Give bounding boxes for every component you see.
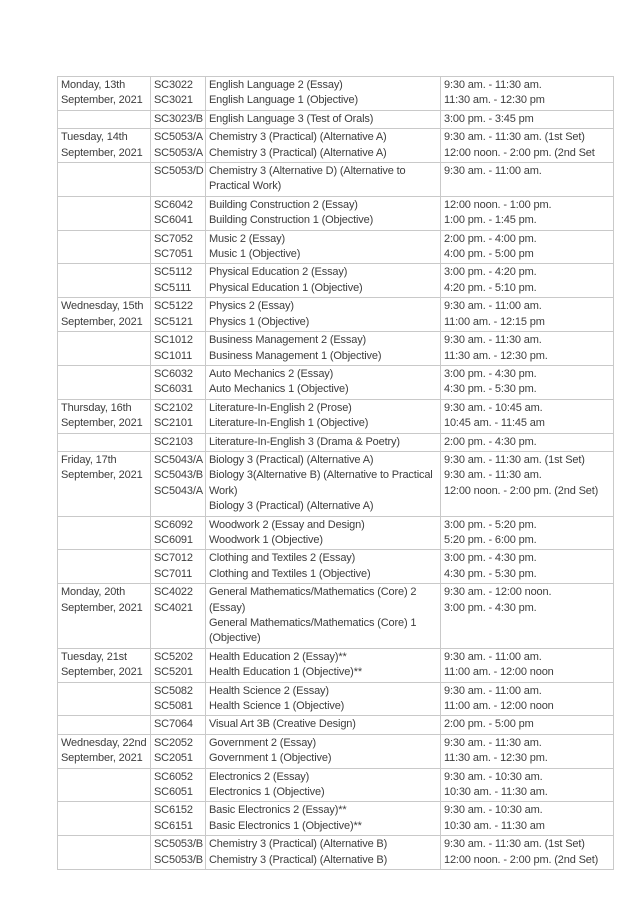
code-cell [151, 648, 206, 682]
subject-line: Business Management 2 (Essay) [209, 334, 367, 347]
code-line: SC2103 [154, 435, 193, 448]
subject-line: Government 2 (Essay) [209, 736, 317, 749]
subject-line: Chemistry 3 (Alternative D) (Alternative to [209, 165, 406, 178]
code-cell [151, 768, 206, 802]
time-line: 10:30 am. - 11:30 am [444, 819, 545, 832]
subject-line: Health Education 2 (Essay)** [209, 650, 347, 663]
time-line: 12:00 noon. - 2:00 pm. (2nd Set) [444, 853, 599, 866]
time-line: 2:00 pm. - 4:00 pm. [444, 232, 537, 245]
subject-line: Building Construction 2 (Essay) [209, 198, 358, 211]
time-cell [441, 129, 614, 163]
date-cell [58, 264, 151, 298]
time-cell [441, 230, 614, 264]
code-line: SC6041 [154, 214, 193, 227]
table-row [58, 584, 614, 649]
time-line: 4:20 pm. - 5:10 pm. [444, 281, 537, 294]
time-line: 9:30 am. - 10:45 am. [444, 401, 543, 414]
time-line: 3:00 pm. - 4:30 pm. [444, 367, 537, 380]
time-line: 3:00 pm. - 4:30 pm. [444, 601, 537, 614]
code-cell [151, 298, 206, 332]
time-line: 9:30 am. - 11:30 am. (1st Set) [444, 838, 585, 851]
subject-line: Physics 1 (Objective) [209, 315, 310, 328]
subject-cell [206, 433, 441, 451]
subject-line: Chemistry 3 (Practical) (Alternative B) [209, 838, 388, 851]
table-row [58, 734, 614, 768]
code-cell [151, 332, 206, 366]
subject-cell [206, 716, 441, 734]
table-row [58, 836, 614, 870]
date-line: September, 2021 [61, 752, 143, 765]
date-line: Tuesday, 14th [61, 131, 128, 144]
subject-cell [206, 77, 441, 111]
table-row [58, 768, 614, 802]
table-row [58, 365, 614, 399]
time-line: 11:30 am. - 12:30 pm. [444, 349, 548, 362]
time-line: 11:30 am. - 12:30 pm. [444, 752, 548, 765]
subject-line: English Language 3 (Test of Orals) [209, 112, 374, 125]
subject-cell [206, 516, 441, 550]
subject-line: English Language 2 (Essay) [209, 79, 343, 91]
code-line: SC2102 [154, 401, 193, 414]
subject-line: (Objective) [209, 632, 261, 645]
time-cell [441, 768, 614, 802]
table-row [58, 682, 614, 716]
table-row [58, 230, 614, 264]
table-row [58, 516, 614, 550]
time-line: 9:30 am. - 11:30 am. (1st Set) [444, 453, 585, 466]
code-line: SC6051 [154, 786, 193, 799]
subject-cell [206, 129, 441, 163]
date-cell [58, 802, 151, 836]
subject-cell [206, 648, 441, 682]
subject-line: Clothing and Textiles 1 (Objective) [209, 567, 371, 580]
subject-line: Biology 3(Alternative B) (Alternative to Practical [209, 469, 433, 482]
subject-cell [206, 768, 441, 802]
code-line: SC7051 [154, 248, 193, 261]
subject-line: Health Science 2 (Essay) [209, 684, 329, 697]
table-row [58, 550, 614, 584]
code-cell [151, 716, 206, 734]
code-line: SC2101 [154, 417, 193, 430]
time-cell [441, 682, 614, 716]
subject-cell [206, 802, 441, 836]
time-line: 5:20 pm. - 6:00 pm. [444, 533, 537, 546]
subject-line: Health Science 1 (Objective) [209, 700, 345, 713]
time-cell [441, 648, 614, 682]
subject-line: Physical Education 1 (Objective) [209, 281, 363, 294]
time-cell [441, 399, 614, 433]
subject-cell [206, 230, 441, 264]
date-cell [58, 648, 151, 682]
table-row [58, 298, 614, 332]
code-line: SC5043/B [154, 469, 203, 482]
subject-line: Music 2 (Essay) [209, 232, 285, 245]
time-line: 11:00 am. - 12:00 noon [444, 666, 554, 679]
table-row [58, 163, 614, 197]
date-line: Monday, 13th [61, 79, 126, 91]
date-cell [58, 516, 151, 550]
code-cell [151, 129, 206, 163]
date-line: September, 2021 [61, 666, 143, 679]
time-line: 2:00 pm. - 5:00 pm [444, 718, 534, 731]
subject-line: Biology 3 (Practical) (Alternative A) [209, 500, 374, 513]
date-line: September, 2021 [61, 417, 143, 430]
subject-line: (Essay) [209, 601, 246, 614]
subject-cell [206, 550, 441, 584]
subject-cell [206, 298, 441, 332]
date-cell [58, 433, 151, 451]
subject-line: Basic Electronics 2 (Essay)** [209, 804, 347, 817]
code-line: SC6052 [154, 770, 193, 783]
time-cell [441, 550, 614, 584]
subject-line: English Language 1 (Objective) [209, 94, 358, 107]
time-cell [441, 433, 614, 451]
table-row [58, 433, 614, 451]
time-cell [441, 802, 614, 836]
time-line: 4:00 pm. - 5:00 pm [444, 248, 534, 261]
code-line: SC7052 [154, 232, 193, 245]
date-cell [58, 110, 151, 128]
code-line: SC6091 [154, 533, 193, 546]
time-cell [441, 77, 614, 111]
time-line: 9:30 am. - 11:00 am. [444, 300, 542, 313]
date-cell [58, 451, 151, 516]
subject-line: Chemistry 3 (Practical) (Alternative B) [209, 853, 388, 866]
table-row [58, 451, 614, 516]
subject-line: Literature-In-English 1 (Objective) [209, 417, 369, 430]
time-line: 11:00 am. - 12:15 pm [444, 315, 545, 328]
code-cell [151, 110, 206, 128]
subject-cell [206, 264, 441, 298]
date-line: September, 2021 [61, 601, 143, 614]
code-line: SC5053/B [154, 853, 203, 866]
time-cell [441, 110, 614, 128]
code-cell [151, 230, 206, 264]
time-line: 9:30 am. - 11:00 am. [444, 684, 542, 697]
date-cell [58, 768, 151, 802]
code-line: SC5043/A [154, 484, 203, 497]
subject-line: Physics 2 (Essay) [209, 300, 294, 313]
time-line: 3:00 pm. - 3:45 pm [444, 112, 534, 125]
time-line: 9:30 am. - 11:30 am. (1st Set) [444, 131, 585, 144]
table-row [58, 110, 614, 128]
code-line: SC5053/D [154, 165, 204, 178]
time-cell [441, 196, 614, 230]
subject-line: Government 1 (Objective) [209, 752, 332, 765]
code-line: SC5201 [154, 666, 193, 679]
time-cell [441, 264, 614, 298]
time-line: 1:00 pm. - 1:45 pm. [444, 214, 537, 227]
table-row [58, 129, 614, 163]
code-cell [151, 451, 206, 516]
subject-line: Electronics 2 (Essay) [209, 770, 310, 783]
subject-line: Basic Electronics 1 (Objective)** [209, 819, 362, 832]
date-line: September, 2021 [61, 146, 143, 159]
table-row [58, 332, 614, 366]
time-cell [441, 163, 614, 197]
code-line: SC6042 [154, 198, 193, 211]
code-line: SC5053/B [154, 838, 203, 851]
time-cell [441, 734, 614, 768]
code-line: SC5082 [154, 684, 193, 697]
subject-cell [206, 451, 441, 516]
subject-cell [206, 836, 441, 870]
date-cell [58, 129, 151, 163]
table-row [58, 399, 614, 433]
code-line: SC5122 [154, 300, 193, 313]
date-line: September, 2021 [61, 315, 143, 328]
code-line: SC2051 [154, 752, 193, 765]
date-line: September, 2021 [61, 94, 143, 107]
subject-cell [206, 365, 441, 399]
code-line: SC5111 [154, 281, 192, 294]
date-cell [58, 298, 151, 332]
code-line: SC6152 [154, 804, 193, 817]
subject-line: Clothing and Textiles 2 (Essay) [209, 552, 356, 565]
code-cell [151, 196, 206, 230]
table-row [58, 196, 614, 230]
subject-cell [206, 734, 441, 768]
date-cell [58, 682, 151, 716]
code-line: SC5053/A [154, 146, 203, 159]
code-line: SC7064 [154, 718, 193, 731]
table-row [58, 802, 614, 836]
code-cell [151, 399, 206, 433]
table-row [58, 716, 614, 734]
code-line: SC3022 [154, 79, 193, 91]
code-line: SC5121 [154, 315, 193, 328]
date-cell [58, 399, 151, 433]
subject-cell [206, 163, 441, 197]
subject-line: Literature-In-English 2 (Prose) [209, 401, 352, 414]
subject-line: Business Management 1 (Objective) [209, 349, 382, 362]
time-line: 10:30 am. - 11:30 am. [444, 786, 548, 799]
date-cell [58, 550, 151, 584]
date-cell [58, 365, 151, 399]
date-cell [58, 332, 151, 366]
time-line: 3:00 pm. - 5:20 pm. [444, 518, 537, 531]
subject-line: Biology 3 (Practical) (Alternative A) [209, 453, 374, 466]
code-cell [151, 77, 206, 111]
time-line: 4:30 pm. - 5:30 pm. [444, 383, 537, 396]
code-line: SC5053/A [154, 131, 203, 144]
time-cell [441, 584, 614, 649]
subject-line: Electronics 1 (Objective) [209, 786, 325, 799]
subject-line: Work) [209, 484, 238, 497]
date-line: Thursday, 16th [61, 401, 132, 414]
time-line: 9:30 am. - 11:00 am. [444, 650, 542, 663]
time-line: 2:00 pm. - 4:30 pm. [444, 435, 537, 448]
time-line: 9:30 am. - 11:30 am. [444, 79, 542, 91]
subject-line: Physical Education 2 (Essay) [209, 266, 348, 279]
time-line: 11:00 am. - 12:00 noon [444, 700, 554, 713]
code-cell [151, 734, 206, 768]
code-cell [151, 264, 206, 298]
time-line: 9:30 am. - 10:30 am. [444, 804, 543, 817]
date-cell [58, 230, 151, 264]
code-cell [151, 802, 206, 836]
subject-line: Health Education 1 (Objective)** [209, 666, 362, 679]
time-line: 9:30 am. - 11:30 am. [444, 469, 542, 482]
date-line: Monday, 20th [61, 586, 126, 599]
date-cell [58, 584, 151, 649]
time-line: 12:00 noon. - 2:00 pm. (2nd Set [444, 146, 595, 159]
code-cell [151, 516, 206, 550]
date-line: Tuesday, 21st [61, 650, 127, 663]
subject-line: Woodwork 2 (Essay and Design) [209, 518, 365, 531]
code-line: SC3021 [154, 94, 193, 107]
time-cell [441, 516, 614, 550]
time-line: 4:30 pm. - 5:30 pm. [444, 567, 537, 580]
code-line: SC4021 [154, 601, 193, 614]
code-cell [151, 433, 206, 451]
time-line: 10:45 am. - 11:45 am [444, 417, 545, 430]
exam-timetable [57, 76, 614, 870]
date-cell [58, 716, 151, 734]
time-cell [441, 298, 614, 332]
time-cell [441, 332, 614, 366]
time-line: 11:30 am. - 12:30 pm [444, 94, 545, 107]
subject-line: General Mathematics/Mathematics (Core) 1 [209, 617, 417, 629]
code-line: SC7012 [154, 552, 193, 565]
code-line: SC6031 [154, 383, 193, 396]
table-row [58, 648, 614, 682]
subject-line: Practical Work) [209, 180, 282, 193]
code-line: SC2052 [154, 736, 193, 749]
table-row [58, 77, 614, 111]
subject-cell [206, 332, 441, 366]
code-line: SC4022 [154, 586, 193, 599]
time-line: 12:00 noon. - 2:00 pm. (2nd Set) [444, 484, 599, 497]
code-line: SC1011 [154, 349, 193, 362]
code-line: SC6032 [154, 367, 193, 380]
code-line: SC6092 [154, 518, 193, 531]
subject-cell [206, 110, 441, 128]
code-line: SC1012 [154, 334, 193, 347]
date-line: Wednesday, 15th [61, 300, 144, 313]
date-cell [58, 196, 151, 230]
code-line: SC5202 [154, 650, 193, 663]
code-cell [151, 836, 206, 870]
code-line: SC6151 [154, 819, 193, 832]
subject-line: General Mathematics/Mathematics (Core) 2 [209, 586, 417, 599]
date-cell [58, 734, 151, 768]
code-line: SC5081 [154, 700, 193, 713]
date-cell [58, 836, 151, 870]
code-line: SC5043/A [154, 453, 203, 466]
code-cell [151, 682, 206, 716]
time-line: 9:30 am. - 11:30 am. [444, 736, 542, 749]
subject-line: Chemistry 3 (Practical) (Alternative A) [209, 131, 387, 144]
code-line: SC5112 [154, 266, 193, 279]
code-cell [151, 550, 206, 584]
time-line: 9:30 am. - 11:30 am. [444, 334, 542, 347]
time-line: 9:30 am. - 10:30 am. [444, 770, 543, 783]
table-row [58, 264, 614, 298]
time-line: 3:00 pm. - 4:20 pm. [444, 266, 537, 279]
subject-line: Visual Art 3B (Creative Design) [209, 718, 356, 731]
subject-cell [206, 682, 441, 716]
subject-cell [206, 196, 441, 230]
subject-cell [206, 399, 441, 433]
time-line: 9:30 am. - 12:00 noon. [444, 586, 552, 599]
date-line: Wednesday, 22nd [61, 736, 147, 749]
subject-cell [206, 584, 441, 649]
time-cell [441, 451, 614, 516]
date-cell [58, 77, 151, 111]
subject-line: Auto Mechanics 1 (Objective) [209, 383, 349, 396]
exam-timetable-body [58, 77, 614, 870]
time-cell [441, 365, 614, 399]
date-line: September, 2021 [61, 469, 143, 482]
date-cell [58, 163, 151, 197]
code-cell [151, 163, 206, 197]
time-cell [441, 716, 614, 734]
subject-line: Woodwork 1 (Objective) [209, 533, 323, 546]
subject-line: Auto Mechanics 2 (Essay) [209, 367, 334, 380]
time-line: 3:00 pm. - 4:30 pm. [444, 552, 537, 565]
time-cell [441, 836, 614, 870]
code-line: SC7011 [154, 567, 193, 580]
subject-line: Building Construction 1 (Objective) [209, 214, 374, 227]
code-cell [151, 584, 206, 649]
code-line: SC3023/B [154, 112, 203, 125]
date-line: Friday, 17th [61, 453, 117, 466]
time-line: 12:00 noon. - 1:00 pm. [444, 198, 552, 211]
time-line: 9:30 am. - 11:00 am. [444, 165, 542, 178]
subject-line: Chemistry 3 (Practical) (Alternative A) [209, 146, 387, 159]
code-cell [151, 365, 206, 399]
subject-line: Music 1 (Objective) [209, 248, 301, 261]
subject-line: Literature-In-English 3 (Drama & Poetry) [209, 435, 400, 448]
